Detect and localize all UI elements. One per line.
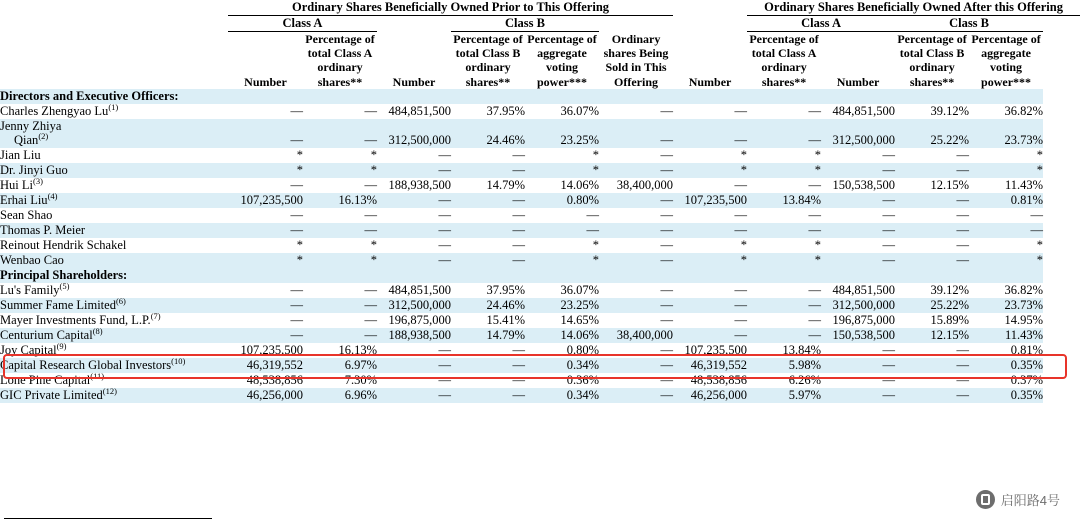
table-cell: —	[599, 148, 673, 163]
holder-name: GIC Private Limited$^{(12)}$	[0, 388, 228, 403]
table-cell: —	[228, 104, 303, 119]
holder-name: Hui Li$^{(3)}$	[0, 178, 228, 193]
table-cell: *	[747, 253, 821, 268]
table-cell: —	[599, 298, 673, 313]
table-cell: 13.84%	[747, 343, 821, 358]
table-cell: 24.46%	[451, 119, 525, 148]
table-cell: 484,851,500	[377, 283, 451, 298]
table-cell: —	[599, 343, 673, 358]
table-cell: 7.30%	[303, 373, 377, 388]
table-cell: —	[673, 178, 747, 193]
table-row	[0, 328, 1080, 343]
col-number-b-prior: Number	[392, 74, 436, 89]
table-cell: 5.97%	[747, 388, 821, 403]
table-cell: 36.82%	[969, 283, 1043, 298]
table-cell: —	[821, 388, 895, 403]
table-cell: 14.06%	[525, 178, 599, 193]
table-cell: 46,319,552	[228, 358, 303, 373]
table-cell: 312,500,000	[377, 298, 451, 313]
table-cell: —	[599, 163, 673, 178]
table-cell: 0.36%	[525, 373, 599, 388]
col-number-a-after: Number	[688, 74, 732, 89]
table-cell: *	[228, 238, 303, 253]
table-cell: —	[599, 283, 673, 298]
table-cell: 107,235,500	[228, 343, 303, 358]
table-row	[0, 283, 1080, 298]
table-cell: —	[599, 358, 673, 373]
table-cell: 312,500,000	[821, 298, 895, 313]
holder-name: Sean Shao	[0, 208, 228, 223]
table-cell: 36.82%	[969, 104, 1043, 119]
table-cell: —	[821, 193, 895, 208]
table-cell: 23.73%	[969, 119, 1043, 148]
table-cell: *	[969, 163, 1043, 178]
table-row	[0, 163, 1080, 178]
table-cell: —	[599, 373, 673, 388]
holder-name: Thomas P. Meier	[0, 223, 228, 238]
table-cell: —	[895, 223, 969, 238]
table-cell: —	[228, 298, 303, 313]
table-cell: —	[377, 253, 451, 268]
table-row	[0, 178, 1080, 193]
table-cell: —	[895, 208, 969, 223]
table-cell: *	[525, 238, 599, 253]
table-cell: 23.25%	[525, 298, 599, 313]
table-cell: —	[747, 104, 821, 119]
table-cell: —	[377, 193, 451, 208]
table-cell: —	[673, 313, 747, 328]
table-cell: —	[377, 373, 451, 388]
table-cell: —	[673, 208, 747, 223]
table-cell: *	[303, 148, 377, 163]
table-cell: —	[673, 283, 747, 298]
table-cell: —	[377, 388, 451, 403]
table-cell: 46,319,552	[673, 358, 747, 373]
table-cell: 484,851,500	[377, 104, 451, 119]
table-cell: —	[451, 373, 525, 388]
table-cell: 484,851,500	[821, 283, 895, 298]
table-cell: —	[451, 388, 525, 403]
table-cell: —	[303, 328, 377, 343]
table-header	[0, 0, 1080, 89]
table-row	[0, 343, 1080, 358]
table-cell: —	[821, 148, 895, 163]
table-cell: —	[377, 238, 451, 253]
table-cell: —	[377, 163, 451, 178]
table-cell: 188,938,500	[377, 328, 451, 343]
table-cell: 196,875,000	[821, 313, 895, 328]
table-row	[0, 238, 1080, 253]
table-cell: —	[451, 343, 525, 358]
table-cell: —	[747, 313, 821, 328]
table-cell: 14.95%	[969, 313, 1043, 328]
holder-name: Wenbao Cao	[0, 253, 228, 268]
col-voting-after: Percentage of aggregate voting power***	[971, 31, 1041, 89]
table-cell: *	[303, 163, 377, 178]
header-column-row	[0, 31, 1080, 89]
table-cell: —	[303, 298, 377, 313]
table-cell: —	[821, 208, 895, 223]
table-cell: —	[673, 298, 747, 313]
holder-name: Jian Liu	[0, 148, 228, 163]
table-cell: 6.96%	[303, 388, 377, 403]
table-cell: —	[821, 163, 895, 178]
table-cell: —	[747, 223, 821, 238]
holder-name: Mayer Investments Fund, L.P.$^{(7)}$	[0, 313, 228, 328]
table-cell: *	[673, 238, 747, 253]
table-cell: 107,235,500	[673, 343, 747, 358]
table-cell: 11.43%	[969, 178, 1043, 193]
table-cell: 150,538,500	[821, 328, 895, 343]
table-cell: 107,235,500	[673, 193, 747, 208]
table-cell: 23.25%	[525, 119, 599, 148]
table-cell: —	[599, 193, 673, 208]
wechat-account-logo-icon	[976, 490, 995, 509]
table-cell: —	[895, 358, 969, 373]
table-cell: 188,938,500	[377, 178, 451, 193]
table-cell: —	[228, 283, 303, 298]
table-cell: *	[673, 253, 747, 268]
table-cell: —	[747, 298, 821, 313]
table-cell: —	[451, 148, 525, 163]
col-pct-a-after: Percentage of total Class A ordinary shares**	[749, 31, 819, 89]
table-cell: —	[303, 313, 377, 328]
table-row	[0, 388, 1080, 403]
table-cell: —	[303, 104, 377, 119]
table-cell: —	[821, 343, 895, 358]
table-cell: *	[747, 238, 821, 253]
col-pct-a-prior: Percentage of total Class A ordinary shares**	[305, 31, 375, 89]
table-cell: 0.80%	[525, 343, 599, 358]
holder-name: Lu's Family$^{(5)}$	[0, 283, 228, 298]
col-pct-b-after: Percentage of total Class B ordinary shares**	[897, 31, 967, 89]
table-cell: —	[895, 253, 969, 268]
table-cell: 484,851,500	[821, 104, 895, 119]
footnote-divider	[4, 518, 212, 519]
table-cell: —	[303, 119, 377, 148]
table-cell: —	[821, 238, 895, 253]
table-cell: 16.13%	[303, 343, 377, 358]
table-cell: 25.22%	[895, 298, 969, 313]
table-cell: 24.46%	[451, 298, 525, 313]
table-cell: 46,256,000	[228, 388, 303, 403]
table-cell: —	[377, 208, 451, 223]
table-cell: —	[969, 208, 1043, 223]
table-cell: *	[969, 238, 1043, 253]
table-cell: 48,538,856	[228, 373, 303, 388]
table-cell: 16.13%	[303, 193, 377, 208]
table-cell: —	[451, 358, 525, 373]
table-cell: —	[821, 223, 895, 238]
table-cell: —	[377, 343, 451, 358]
table-row	[0, 104, 1080, 119]
table-cell: *	[303, 238, 377, 253]
table-cell: —	[747, 208, 821, 223]
table-cell: 39.12%	[895, 104, 969, 119]
table-cell: 6.26%	[747, 373, 821, 388]
holder-name: Capital Research Global Investors$^{(10)}$	[0, 358, 228, 373]
watermark-text: 启阳路4号	[1000, 493, 1060, 508]
section-header-row	[0, 89, 1080, 104]
table-row	[0, 373, 1080, 388]
table-cell: 25.22%	[895, 119, 969, 148]
table-cell: 12.15%	[895, 328, 969, 343]
table-cell: —	[599, 208, 673, 223]
table-cell: —	[228, 223, 303, 238]
table-cell: 38,400,000	[599, 178, 673, 193]
table-row	[0, 253, 1080, 268]
table-row	[0, 148, 1080, 163]
table-cell: 23.73%	[969, 298, 1043, 313]
table-cell: 312,500,000	[821, 119, 895, 148]
table-cell: 0.34%	[525, 388, 599, 403]
table-cell: —	[747, 178, 821, 193]
table-row	[0, 298, 1080, 313]
col-pct-b-prior: Percentage of total Class B ordinary shares**	[453, 31, 523, 89]
table-cell: —	[895, 238, 969, 253]
holder-name: Reinout Hendrik Schakel	[0, 238, 228, 253]
table-cell: 0.37%	[969, 373, 1043, 388]
table-cell: *	[228, 163, 303, 178]
header-group-row	[0, 0, 1080, 15]
table-cell: 38,400,000	[599, 328, 673, 343]
col-number-a-prior: Number	[244, 74, 287, 89]
table-cell: 12.15%	[895, 178, 969, 193]
table-cell: —	[228, 208, 303, 223]
table-cell: —	[673, 104, 747, 119]
table-cell: —	[303, 283, 377, 298]
table-cell: —	[821, 253, 895, 268]
table-cell: 107,235,500	[228, 193, 303, 208]
table-row	[0, 208, 1080, 223]
table-cell: —	[747, 119, 821, 148]
table-cell: 312,500,000	[377, 119, 451, 148]
table-cell: 14.06%	[525, 328, 599, 343]
table-cell: —	[895, 163, 969, 178]
table-cell: —	[451, 163, 525, 178]
table-cell: —	[599, 313, 673, 328]
table-cell: 0.81%	[969, 193, 1043, 208]
col-voting-prior: Percentage of aggregate voting power***	[527, 31, 597, 89]
table-cell: —	[599, 104, 673, 119]
table-cell: 0.81%	[969, 343, 1043, 358]
table-cell: —	[599, 253, 673, 268]
table-cell: 37.95%	[451, 104, 525, 119]
holder-name: Jenny Zhiya Qian$^{(2)}$	[0, 119, 228, 148]
watermark	[970, 486, 1070, 513]
col-shares-being-sold: Ordinary shares Being Sold in This Offering	[603, 31, 669, 89]
table-body	[0, 89, 1080, 403]
header-class-row	[0, 15, 1080, 31]
holder-name: Centurium Capital$^{(8)}$	[0, 328, 228, 343]
table-cell: 13.84%	[747, 193, 821, 208]
table-row	[0, 193, 1080, 208]
table-cell: *	[747, 148, 821, 163]
table-cell: *	[969, 253, 1043, 268]
table-cell: 48,538,856	[673, 373, 747, 388]
table-cell: —	[451, 223, 525, 238]
table-cell: 0.34%	[525, 358, 599, 373]
table-cell: —	[599, 223, 673, 238]
table-cell: —	[303, 223, 377, 238]
table-row	[0, 313, 1080, 328]
section-header-row	[0, 268, 1080, 283]
table-cell: 15.89%	[895, 313, 969, 328]
holder-name: Erhai Liu$^{(4)}$	[0, 193, 228, 208]
table-cell: *	[673, 163, 747, 178]
section-title: Principal Shareholders:	[0, 268, 1043, 283]
table-cell: —	[895, 388, 969, 403]
table-cell: 37.95%	[451, 283, 525, 298]
table-cell: *	[747, 163, 821, 178]
table-cell: —	[895, 343, 969, 358]
table-cell: 150,538,500	[821, 178, 895, 193]
table-cell: —	[895, 148, 969, 163]
table-row	[0, 358, 1080, 373]
table-cell: —	[673, 223, 747, 238]
table-cell: *	[525, 148, 599, 163]
table-cell: —	[673, 119, 747, 148]
table-cell: 11.43%	[969, 328, 1043, 343]
header-class-b-prior: Class B	[451, 15, 599, 31]
table-cell: 15.41%	[451, 313, 525, 328]
table-cell: *	[525, 253, 599, 268]
table-cell: —	[525, 208, 599, 223]
table-cell: —	[821, 373, 895, 388]
header-class-b-after: Class B	[895, 15, 1043, 31]
table-cell: 36.07%	[525, 104, 599, 119]
table-cell: —	[228, 178, 303, 193]
table-cell: —	[303, 178, 377, 193]
table-row	[0, 119, 1080, 148]
table-cell: *	[673, 148, 747, 163]
table-cell: 36.07%	[525, 283, 599, 298]
table-cell: *	[303, 253, 377, 268]
table-cell: 39.12%	[895, 283, 969, 298]
table-cell: 6.97%	[303, 358, 377, 373]
table-cell: —	[377, 223, 451, 238]
table-cell: 0.35%	[969, 388, 1043, 403]
table-cell: —	[451, 193, 525, 208]
header-class-a-prior: Class A	[228, 15, 377, 31]
table-cell: 0.35%	[969, 358, 1043, 373]
table-cell: —	[969, 223, 1043, 238]
table-cell: —	[821, 358, 895, 373]
table-cell: —	[673, 328, 747, 343]
table-cell: —	[525, 223, 599, 238]
table-cell: —	[377, 148, 451, 163]
col-number-b-after: Number	[836, 74, 880, 89]
table-cell: 14.79%	[451, 328, 525, 343]
header-group-prior: Ordinary Shares Beneficially Owned Prior to This Offering	[228, 0, 673, 15]
table-cell: 46,256,000	[673, 388, 747, 403]
table-cell: 14.79%	[451, 178, 525, 193]
table-cell: —	[303, 208, 377, 223]
table-cell: 5.98%	[747, 358, 821, 373]
table-cell: —	[228, 119, 303, 148]
table-cell: —	[228, 328, 303, 343]
table-cell: —	[599, 388, 673, 403]
table-cell: —	[451, 253, 525, 268]
table-cell: —	[895, 193, 969, 208]
table-cell: —	[599, 119, 673, 148]
table-cell: —	[228, 313, 303, 328]
holder-name: Charles Zhengyao Lu$^{(1)}$	[0, 104, 228, 119]
table-cell: *	[969, 148, 1043, 163]
table-cell: *	[228, 253, 303, 268]
section-title: Directors and Executive Officers:	[0, 89, 1043, 104]
table-cell: —	[377, 358, 451, 373]
table-cell: *	[525, 163, 599, 178]
holder-name: Lone Pine Capital$^{(11)}$	[0, 373, 228, 388]
holder-name: Dr. Jinyi Guo	[0, 163, 228, 178]
holder-name: Summer Fame Limited$^{(6)}$	[0, 298, 228, 313]
table-cell: *	[228, 148, 303, 163]
table-cell: —	[747, 328, 821, 343]
table-row	[0, 223, 1080, 238]
table-cell: 14.65%	[525, 313, 599, 328]
holder-name: Joy Capital$^{(9)}$	[0, 343, 228, 358]
header-group-after: Ordinary Shares Beneficially Owned After this Offering	[747, 0, 1080, 15]
header-class-a-after: Class A	[747, 15, 895, 31]
table-cell: —	[599, 238, 673, 253]
table-cell: —	[747, 283, 821, 298]
table-cell: —	[895, 373, 969, 388]
table-cell: 0.80%	[525, 193, 599, 208]
table-cell: —	[451, 208, 525, 223]
table-cell: 196,875,000	[377, 313, 451, 328]
table-cell: —	[451, 238, 525, 253]
